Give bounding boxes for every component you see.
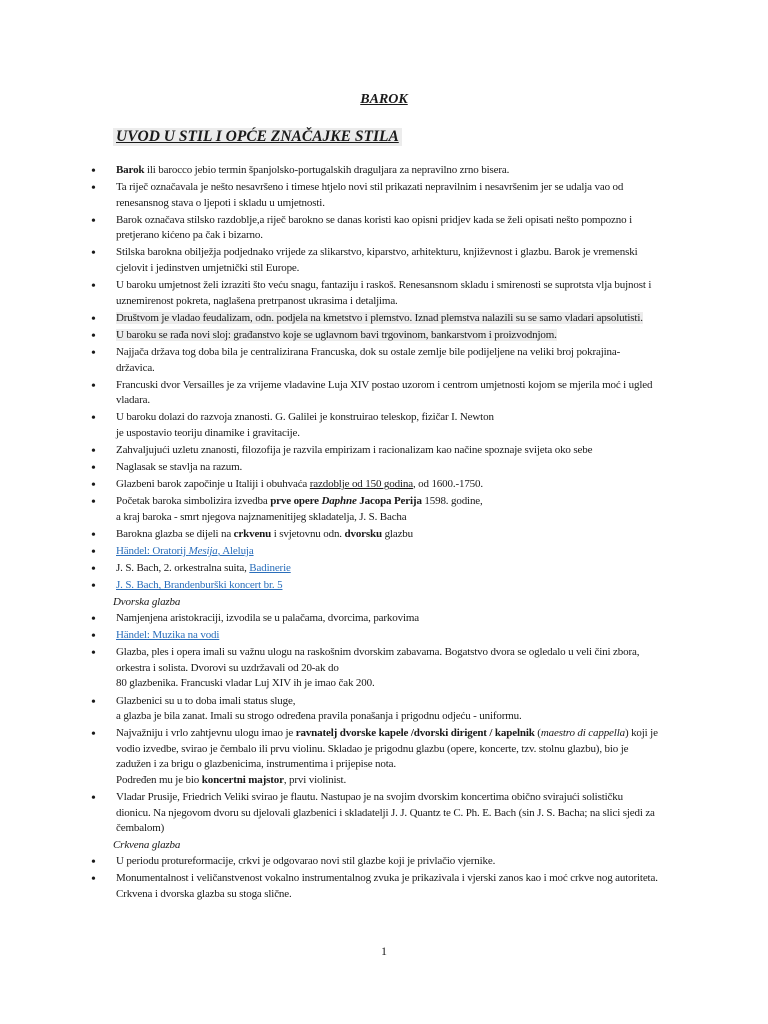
bold-term: prve opere <box>270 495 322 508</box>
list-item-text: ili barocco jebio termin španjolsko-portugalskih draguljara za nepravilno zrno bisera. <box>144 164 510 176</box>
list-item <box>113 477 658 493</box>
list-item <box>113 527 658 543</box>
list-item-text: Početak baroka simbolizira izvedba <box>116 495 271 508</box>
list-item <box>113 213 658 244</box>
section-heading-crkvena: Crkvena glazba <box>113 839 181 852</box>
list-item-text: Najjača država tog doba bila je centralizirana Francuska, dok su ostale zemlje bile podijeljene na veliki broj pokrajina-državica. <box>116 346 621 374</box>
section-title: UVOD U STIL I OPĆE ZNAČAJKE STILA <box>113 128 402 146</box>
list-item <box>113 561 658 577</box>
list-item-text: Zahvaljujući uzletu znanosti, filozofija je razvila empirizam i racionalizam kao načine spoznaje svijeta oko sebe <box>116 444 593 457</box>
list-item-text: 1598. godine, <box>421 495 483 508</box>
list-item-text: glazbu <box>381 528 414 541</box>
list-item-text: a kraj baroka - smrt njegova najznamenitijeg skladatelja, J. S. Bacha <box>116 510 407 523</box>
bold-term: dvorsku <box>344 528 382 541</box>
intro-list <box>113 163 658 594</box>
list-item <box>113 311 658 327</box>
list-item-text: Namjenjena aristokraciji, izvodila se u palačama, dvorcima, parkovima <box>116 612 420 625</box>
list-item-text: Naglasak se stavlja na razum. <box>116 461 243 474</box>
opera-title: Daphne <box>321 495 357 508</box>
bold-term: Barok <box>116 164 145 176</box>
dvorska-list <box>113 611 658 837</box>
list-item <box>113 443 658 459</box>
list-item-text: 80 glazbenika. Francuski vladar Luj XIV ih je imao čak 200. <box>116 677 375 690</box>
list-item <box>113 611 658 627</box>
section-heading-dvorska: Dvorska glazba <box>113 596 181 609</box>
list-item-text: U baroku umjetnost želi izraziti što veću snagu, fantaziju i raskoš. Renesansnom skladu i smirenosti se suprotsta vlja bujnost i uznemirenost pokreta, naglašena pretrpanost ukrasima i detaljima. <box>116 279 652 307</box>
list-item-text: a glazba je bila zanat. Imali su strogo određena pravila ponašanja i prigodnu odjeću - uniformu. <box>116 710 522 723</box>
highlighted-text: Društvom je vladao feudalizam, odn. podjela na kmetstvo i plemstvo. Iznad plemstva nalazili su se samo vladari apsolutisti. <box>116 311 643 324</box>
list-item-text: Barokna glazba se dijeli na <box>116 528 234 541</box>
link-handel-mesija[interactable]: Händel: Oratorij Mesija, Aleluja <box>116 545 254 558</box>
list-item-text: Glazbeni barok započinje u Italiji i obuhvaća <box>116 478 310 491</box>
crkvena-list <box>113 854 658 902</box>
highlighted-text: U baroku se rađa novi sloj: građanstvo koje se uglavnom bavi trgovinom, bankarstvom i proizvodnjom. <box>116 328 557 341</box>
list-item <box>113 460 658 476</box>
list-item-text: , prvi violinist. <box>283 773 347 786</box>
list-item <box>113 494 658 525</box>
list-item-text: Glazba, ples i opera imali su važnu ulogu na raskošnim dvorskim zabavama. Bogatstvo dvora se ogledalo u veli čini zbora, orkestra i solista. Dvorovi su uzdržavali od 20-ak do <box>116 646 640 674</box>
list-item-text: Barok označava stilsko razdoblje,a riječ barokno se danas koristi kao opisni pridjev kada se želi opisati nešto pompozno i pretjerano kićeno pa čak i bizarno. <box>116 213 632 242</box>
list-item <box>113 726 658 788</box>
list-item <box>113 544 658 560</box>
list-item <box>113 790 658 837</box>
link-muzika-na-vodi[interactable]: Händel: Muzika na vodi <box>116 629 220 642</box>
list-item-text: Glazbenici su u to doba imali status sluge, <box>116 694 296 707</box>
list-item <box>113 410 658 441</box>
bold-term: ravnatelj dvorske kapele /dvorski dirigent / kapelnik <box>295 727 535 740</box>
list-item <box>113 578 658 594</box>
list-item-text: je uspostavio teoriju dinamike i gravitacije. <box>116 427 300 439</box>
page-title: BAROK <box>360 92 408 107</box>
list-item-text: U baroku dolazi do razvoja znanosti. G. Galilei je konstruirao teleskop, fizičar I. Newton <box>116 411 494 424</box>
list-item-text: ) koji je vodio izvedbe, svirao je čembalo ili prvu violinu. Skladao je prigodnu glazbu (opere, koncerte, tzv. stolnu glazbu), bio je zadužen i za brigu o glazbenicima, instrumentima i prijepise nota. <box>116 727 658 771</box>
list-item-text: Francuski dvor Versailles je za vrijeme vladavine Luja XIV postao uzorom i centrom umjetnosti kojom se mjerila moć i ugled vladara. <box>116 378 653 407</box>
list-item-text: Monumentalnost i veličanstvenost vokalno instrumentalnog zvuka je prikazivala i vjerski zanos kao i moć crkve nog autoriteta. Crkvena i dvorska glazba su stoga slične. <box>116 872 658 900</box>
document-body <box>113 163 658 904</box>
bold-term: koncertni majstor <box>201 773 284 786</box>
bold-term: Jacopa Perija <box>356 495 422 508</box>
underlined-text: razdoblje od 150 godina <box>309 478 413 491</box>
list-item-text: Vladar Prusije, Friedrich Veliki svirao je flautu. Nastupao je na svojim dvorskim koncertima obično svirajući solističku dionicu. Na njegovom dvoru su djelovali glazbenici i skladatelji J. J. Quantz te C. Ph. E. Bach (sin J. S. Bacha; na slici sjedi za čembalom) <box>116 791 655 835</box>
italic-term: maestro di cappella <box>540 727 625 740</box>
link-brandenburg-concerto[interactable]: J. S. Bach, Brandenburški koncert br. 5 <box>116 579 283 592</box>
page-number: 1 <box>381 944 387 958</box>
list-item-text: Stilska barokna obilježja podjednako vrijede za slikarstvo, kiparstvo, arhitekturu, književnost i glazbu. Barok je vremenski cjelovit i jedinstven umjetnički stil Europe. <box>116 246 638 275</box>
list-item <box>113 278 658 309</box>
list-item-text: U periodu protureformacije, crkvi je odgovarao novi stil glazbe koji je privlačio vjernike. <box>116 854 496 867</box>
list-item-text: J. S. Bach, 2. orkestralna suita, <box>116 562 250 575</box>
list-item-text: Najvažniju i vrlo zahtjevnu ulogu imao je <box>116 727 296 740</box>
list-item-text: Podređen mu je bio <box>116 773 202 786</box>
list-item-text: , od 1600.-1750. <box>412 478 483 491</box>
list-item-text: i svjetovnu odn. <box>271 528 345 541</box>
list-item <box>113 245 658 276</box>
list-item <box>113 378 658 409</box>
list-item <box>113 645 658 692</box>
list-item <box>113 871 658 902</box>
list-item <box>113 628 658 644</box>
list-item-text: ( <box>534 727 541 740</box>
list-item <box>113 854 658 870</box>
list-item <box>113 694 658 725</box>
list-item <box>113 328 658 344</box>
list-item <box>113 180 658 211</box>
link-badinerie[interactable]: Badinerie <box>249 562 291 575</box>
list-item <box>113 163 658 179</box>
list-item <box>113 345 658 376</box>
list-item-text: Ta riječ označavala je nešto nesavršeno i timese htjelo novi stil prikazati nepravilnim i nesavršenim jer se udalja vao od renesansnog stava o ljepoti i skladu u umjetnosti. <box>116 181 624 209</box>
bold-term: crkvenu <box>233 528 272 541</box>
